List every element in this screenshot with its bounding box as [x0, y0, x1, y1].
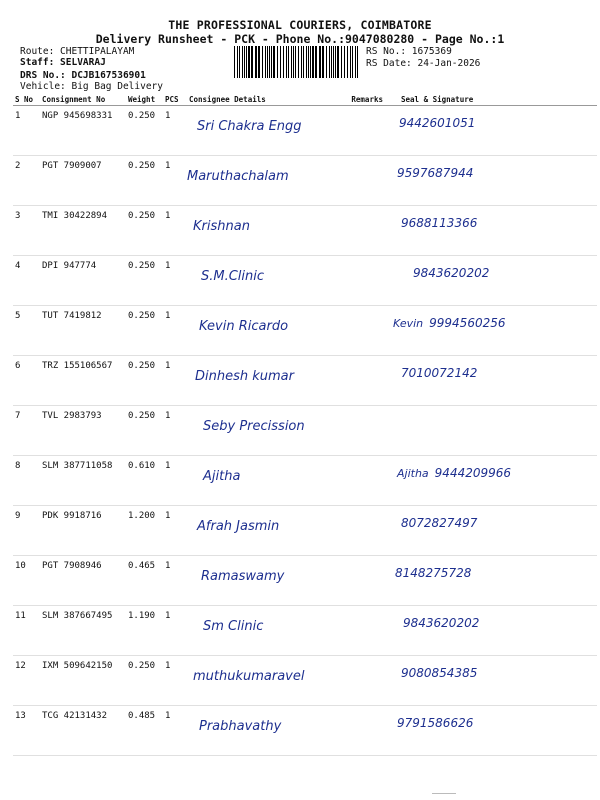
row-weight: 0.250	[126, 406, 163, 456]
row-remarks	[343, 656, 385, 706]
barcode-bar	[280, 46, 281, 78]
table-row	[13, 156, 597, 206]
row-remarks	[343, 106, 385, 156]
row-consignee: Seby Precission	[187, 406, 343, 456]
row-consignment: PGT 7908946	[40, 556, 126, 606]
barcode-bar	[331, 46, 332, 78]
barcode-bar	[269, 46, 270, 78]
signature-phone: 8148275728	[395, 566, 472, 580]
signature-phone: 9080854385	[401, 666, 478, 680]
row-consignee: Dinhesh kumar	[187, 356, 343, 406]
barcode-bar	[267, 46, 268, 78]
signature-phone: 9688113366	[401, 216, 478, 230]
row-weight: 0.250	[126, 156, 163, 206]
signature-phone: 9994560256	[429, 316, 506, 330]
barcode-bar	[326, 46, 327, 78]
table-row	[13, 106, 597, 156]
row-sno: 2	[13, 156, 40, 206]
route-label: Route: CHETTIPALAYAM	[20, 46, 135, 57]
table-row	[13, 206, 597, 256]
row-weight: 0.250	[126, 106, 163, 156]
barcode-bar	[315, 46, 317, 78]
row-signature	[385, 456, 597, 506]
row-consignment: NGP 945698331	[40, 106, 126, 156]
row-pcs: 1	[163, 206, 187, 256]
row-pcs: 1	[163, 656, 187, 706]
row-signature	[385, 306, 597, 356]
row-consignee: Ramaswamy	[187, 556, 343, 606]
table-row	[13, 556, 597, 606]
row-weight: 0.250	[126, 306, 163, 356]
row-weight: 0.250	[126, 656, 163, 706]
row-signature	[385, 106, 597, 156]
barcode-bar	[322, 46, 324, 78]
barcode-bar	[301, 46, 302, 78]
row-weight: 0.610	[126, 456, 163, 506]
row-pcs: 1	[163, 356, 187, 406]
row-signature	[385, 206, 597, 256]
row-consignee: Ajitha	[187, 456, 343, 506]
row-consignee: Sm Clinic	[187, 606, 343, 656]
barcode-bar	[265, 46, 266, 78]
barcode-bar	[310, 46, 311, 78]
row-signature	[385, 556, 597, 606]
barcode-bar	[246, 46, 247, 78]
col-weight: Weight	[126, 93, 163, 106]
page-mark	[432, 793, 456, 794]
row-consignee: muthukumaravel	[187, 656, 343, 706]
signature-phone: 9597687944	[397, 166, 474, 180]
signature-name: Ajitha	[397, 467, 429, 480]
barcode-bar	[271, 46, 272, 78]
drs-number: DRS No.: DCJB167536901	[20, 70, 146, 81]
row-consignee: Afrah Jasmin	[187, 506, 343, 556]
row-signature	[385, 356, 597, 406]
row-consignment: DPI 947774	[40, 256, 126, 306]
barcode-bar	[255, 46, 257, 78]
row-remarks	[343, 156, 385, 206]
row-signature	[385, 606, 597, 656]
barcode-bar	[352, 46, 353, 78]
barcode-bar	[319, 46, 321, 78]
row-sno: 11	[13, 606, 40, 656]
table-row	[13, 306, 597, 356]
row-consignment: SLM 387711058	[40, 456, 126, 506]
row-sno: 3	[13, 206, 40, 256]
row-consignment: TRZ 155106567	[40, 356, 126, 406]
row-pcs: 1	[163, 256, 187, 306]
signature-name: Kevin	[393, 317, 424, 330]
row-signature	[385, 256, 597, 306]
row-sno: 9	[13, 506, 40, 556]
barcode-bar	[293, 46, 294, 78]
row-sno: 5	[13, 306, 40, 356]
row-remarks	[343, 356, 385, 406]
row-pcs: 1	[163, 406, 187, 456]
barcode-bar	[333, 46, 334, 78]
barcode-bar	[298, 46, 299, 78]
barcode-bar	[337, 46, 339, 78]
row-consignment: PGT 7909007	[40, 156, 126, 206]
barcode-bar	[344, 46, 345, 78]
barcode-bar	[234, 46, 235, 78]
row-sno: 6	[13, 356, 40, 406]
row-weight: 0.250	[126, 256, 163, 306]
row-consignee: Krishnan	[187, 206, 343, 256]
row-signature	[385, 156, 597, 206]
barcode-bar	[347, 46, 348, 78]
table-row	[13, 606, 597, 656]
row-remarks	[343, 556, 385, 606]
barcode-bar	[308, 46, 309, 78]
table-row	[13, 506, 597, 556]
row-remarks	[343, 506, 385, 556]
barcode-bar	[244, 46, 245, 78]
table-row	[13, 406, 597, 456]
vehicle-label: Vehicle: Big Bag Delivery	[20, 81, 163, 92]
row-consignment: TMI 30422894	[40, 206, 126, 256]
barcode-bar	[286, 46, 287, 78]
row-weight: 0.250	[126, 206, 163, 256]
barcode-bar	[262, 46, 263, 78]
runsheet-subtitle: Delivery Runsheet - PCK - Phone No.:9047080280 - Page No.:1	[95, 32, 505, 46]
barcode-bar	[306, 46, 307, 78]
row-consignee: Sri Chakra Engg	[187, 106, 343, 156]
barcode-bar	[251, 46, 253, 78]
row-weight: 1.200	[126, 506, 163, 556]
signature-phone: 7010072142	[401, 366, 478, 380]
row-consignee: S.M.Clinic	[187, 256, 343, 306]
runsheet-table	[13, 93, 597, 756]
rs-date: RS Date: 24-Jan-2026	[366, 58, 481, 69]
row-remarks	[343, 306, 385, 356]
row-signature	[385, 706, 597, 756]
row-weight: 0.250	[126, 356, 163, 406]
table-row	[13, 656, 597, 706]
col-remarks: Remarks	[343, 93, 385, 106]
row-consignment: TVL 2983793	[40, 406, 126, 456]
barcode-bar	[239, 46, 240, 78]
row-consignment: PDK 9918716	[40, 506, 126, 556]
row-pcs: 1	[163, 106, 187, 156]
row-weight: 0.485	[126, 706, 163, 756]
barcode-bar	[288, 46, 289, 78]
col-pcs: PCS	[163, 93, 187, 106]
row-consignment: TCG 42131432	[40, 706, 126, 756]
row-pcs: 1	[163, 556, 187, 606]
row-consignee: Maruthachalam	[187, 156, 343, 206]
col-sno: S No	[13, 93, 40, 106]
barcode-icon	[233, 46, 361, 78]
row-pcs: 1	[163, 456, 187, 506]
row-pcs: 1	[163, 706, 187, 756]
barcode-bar	[291, 46, 292, 78]
signature-phone: 9791586626	[397, 716, 474, 730]
row-sno: 8	[13, 456, 40, 506]
barcode-bar	[350, 46, 351, 78]
signature-phone: 8072827497	[401, 516, 478, 530]
signature-phone: 9843620202	[413, 266, 490, 280]
barcode-bar	[341, 46, 342, 78]
row-pcs: 1	[163, 506, 187, 556]
row-consignment: IXM 509642150	[40, 656, 126, 706]
row-sno: 13	[13, 706, 40, 756]
row-weight: 0.465	[126, 556, 163, 606]
row-pcs: 1	[163, 156, 187, 206]
staff-label: Staff: SELVARAJ	[20, 57, 106, 68]
row-signature	[385, 406, 597, 456]
row-consignment: TUT 7419812	[40, 306, 126, 356]
barcode-bar	[283, 46, 284, 78]
barcode-bar	[329, 46, 330, 78]
signature-phone: 9444209966	[434, 466, 512, 480]
col-seal: Seal & Signature	[385, 93, 597, 106]
row-consignment: SLM 387667495	[40, 606, 126, 656]
row-signature	[385, 656, 597, 706]
barcode-bar	[295, 46, 296, 78]
row-remarks	[343, 206, 385, 256]
row-remarks	[343, 706, 385, 756]
table-row	[13, 706, 597, 756]
row-sno: 7	[13, 406, 40, 456]
barcode-bar	[355, 46, 356, 78]
barcode-bar	[248, 46, 250, 78]
barcode-bar	[277, 46, 278, 78]
row-consignee: Prabhavathy	[187, 706, 343, 756]
table-row	[13, 256, 597, 306]
row-pcs: 1	[163, 306, 187, 356]
row-remarks	[343, 606, 385, 656]
row-sno: 1	[13, 106, 40, 156]
row-signature	[385, 506, 597, 556]
row-sno: 10	[13, 556, 40, 606]
table-row	[13, 356, 597, 406]
barcode-bar	[237, 46, 238, 78]
signature-phone: 9442601051	[399, 116, 476, 130]
barcode-bar	[273, 46, 275, 78]
row-remarks	[343, 256, 385, 306]
row-remarks	[343, 406, 385, 456]
table-header-row	[13, 93, 597, 106]
barcode-bar	[303, 46, 304, 78]
company-title: THE PROFESSIONAL COURIERS, COIMBATORE	[168, 18, 432, 32]
barcode-bar	[312, 46, 314, 78]
col-consignee: Consignee Details	[187, 93, 343, 106]
barcode-bar	[357, 46, 358, 78]
row-consignee: Kevin Ricardo	[187, 306, 343, 356]
signature-phone: 9843620202	[403, 616, 480, 630]
rs-number: RS No.: 1675369	[366, 46, 452, 57]
row-pcs: 1	[163, 606, 187, 656]
row-sno: 4	[13, 256, 40, 306]
row-remarks	[343, 456, 385, 506]
row-sno: 12	[13, 656, 40, 706]
row-weight: 1.190	[126, 606, 163, 656]
table-row	[13, 456, 597, 506]
barcode-bar	[242, 46, 243, 78]
barcode-bar	[258, 46, 260, 78]
barcode-bar	[335, 46, 336, 78]
col-consignment: Consignment No	[40, 93, 126, 106]
